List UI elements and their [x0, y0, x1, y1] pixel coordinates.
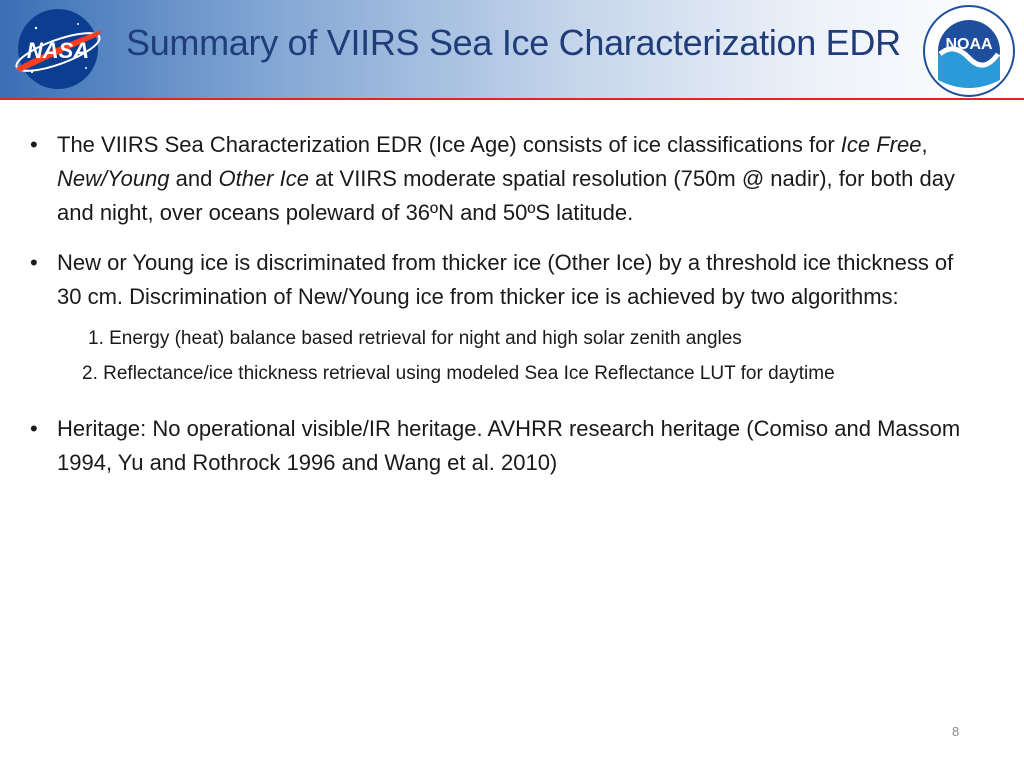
sub-item: 1. Energy (heat) balance based retrieval for night and high solar zenith angles: [88, 328, 742, 349]
ice-free-term: Ice Free: [840, 132, 922, 157]
slide-content: [30, 128, 970, 496]
bullet-marker: •: [30, 416, 38, 441]
bullet-text: The VIIRS Sea Characterization EDR (Ice Age) consists of ice classifications for: [57, 132, 841, 157]
bullet-marker: •: [30, 250, 38, 275]
noaa-logo-icon: [922, 4, 1016, 98]
slide-title: Summary of VIIRS Sea Ice Characterization EDR: [126, 22, 901, 63]
new-young-term: New/Young: [57, 166, 170, 191]
other-ice-term: Other Ice: [218, 166, 309, 191]
bullet-text: New or Young ice is discriminated from thicker ice (Other Ice) by a threshold ice thickness of 30 cm. Discrimination of New/Young ice from thicker ice is achieved by two algorithms:: [57, 250, 954, 309]
bullet-item: [30, 412, 970, 480]
bullet-item: [30, 246, 970, 314]
bullet-text: at VIIRS moderate spatial resolution (750m @ nadir), for both day and night, over oceans poleward of 36ºN and 50ºS latitude.: [57, 166, 955, 225]
bullet-text: ,: [921, 132, 928, 157]
bullet-text: and: [169, 166, 219, 191]
nasa-logo-icon: [6, 6, 110, 92]
bullet-marker: •: [30, 132, 38, 157]
bullet-text: Heritage: No operational visible/IR heritage. AVHRR research heritage (Comiso and Massom 1994, Yu and Rothrock 1996 and Wang et al. 2010): [57, 416, 961, 475]
bullet-item: [30, 128, 970, 230]
sub-item: 2. Reflectance/ice thickness retrieval using modeled Sea Ice Reflectance LUT for daytime: [82, 363, 835, 384]
page-number: 8: [952, 724, 960, 739]
nasa-logo-text: NASA: [26, 38, 90, 63]
noaa-logo-text: NOAA: [945, 36, 993, 53]
header-divider: [0, 98, 1024, 100]
